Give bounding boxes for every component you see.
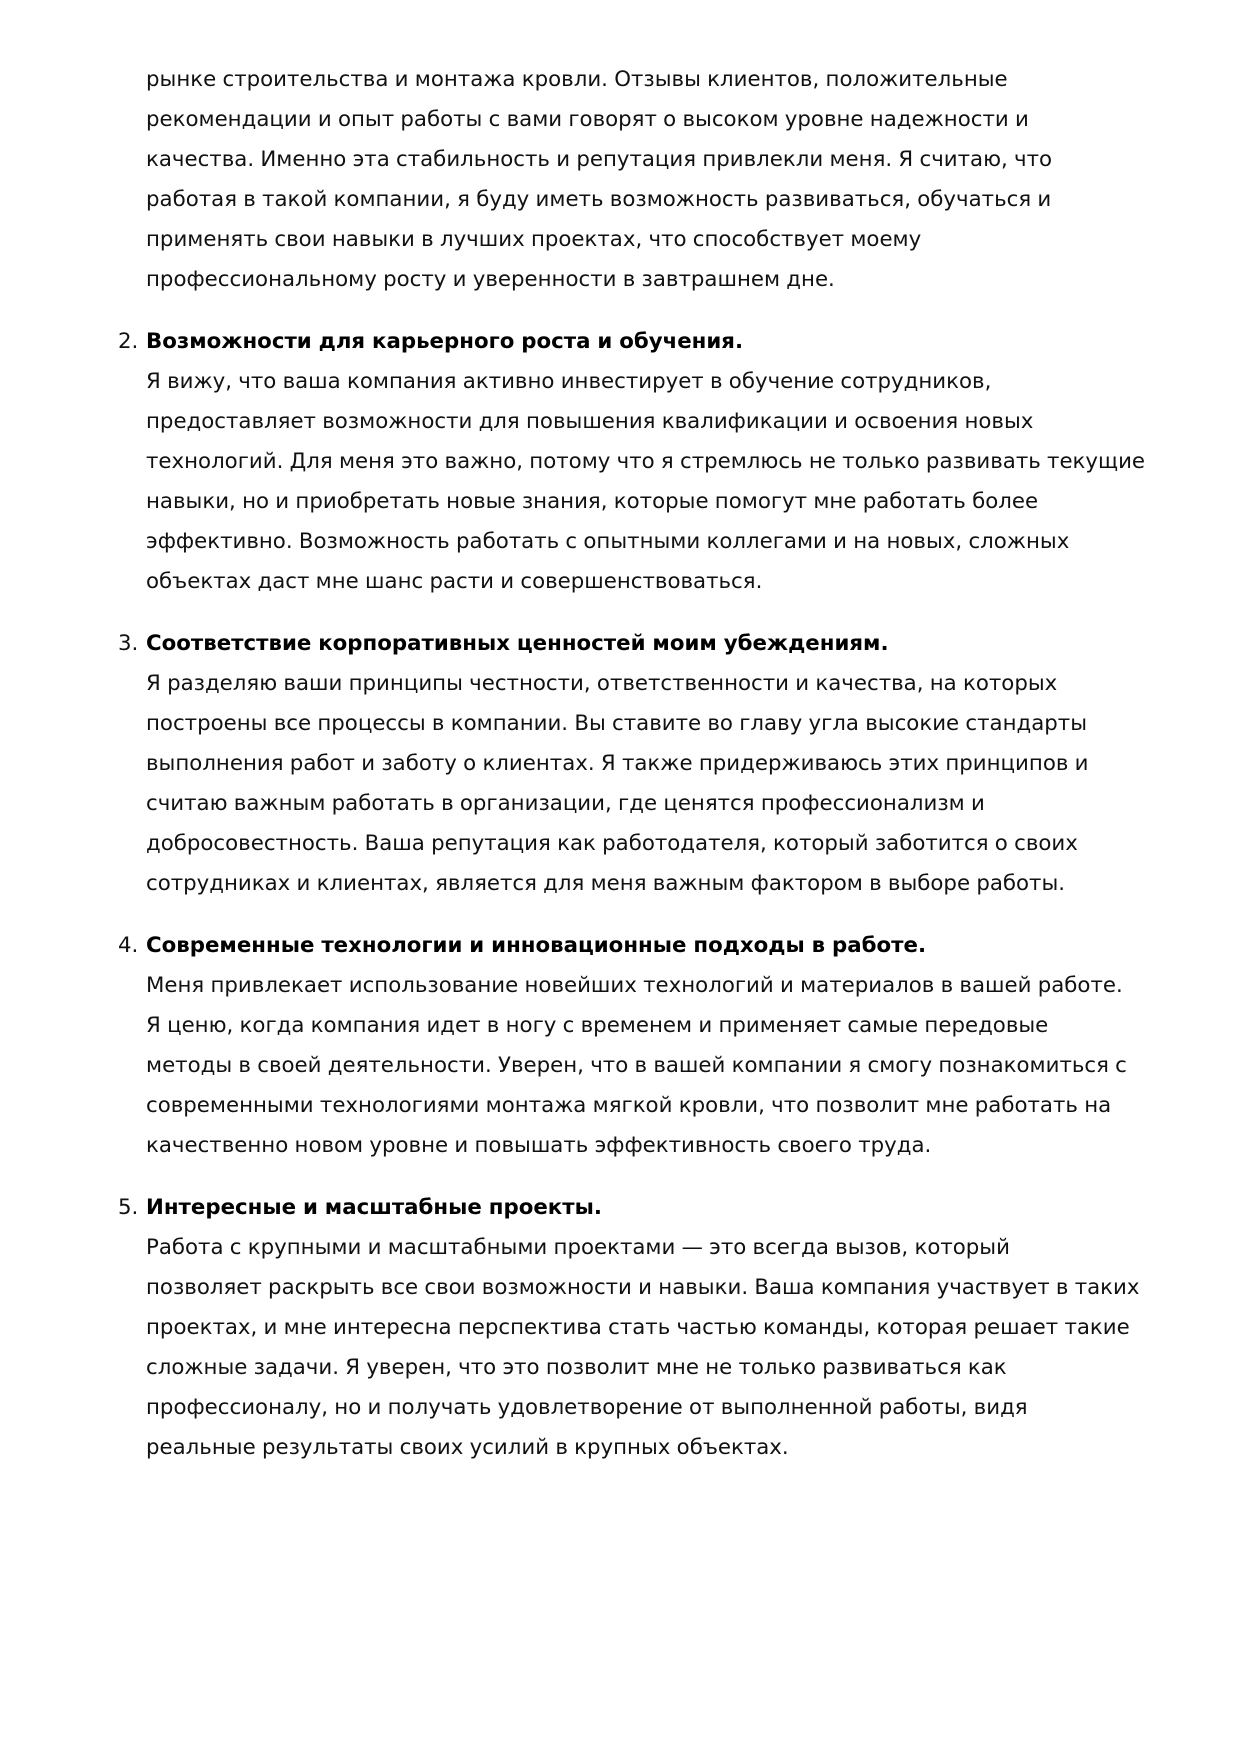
list-item-number: 2. — [118, 329, 139, 354]
list-item-title: Современные технологии и инновационные подходы в работе. — [146, 933, 927, 958]
list-item — [118, 926, 1166, 1166]
list-item-number: 5. — [118, 1195, 139, 1220]
list-item-body: Я вижу, что ваша компания активно инвестирует в обучение сотрудников, предоставляет возможности для повышения квалификации и освоения новых технологий. Для меня это важно, потому что я стремлюсь не только развивать текущие навыки, но и приобретать новые знания, которые помогут мне работать более эффективно. Возможность работать с опытными коллегами и на новых, сложных объектах даст мне шанс расти и совершенствоваться. — [146, 369, 1146, 594]
list-item-title: Соответствие корпоративных ценностей моим убеждениям. — [146, 631, 889, 656]
list-item-title: Возможности для карьерного роста и обучения. — [146, 329, 744, 354]
list-item — [118, 624, 1166, 904]
document-content — [118, 60, 1166, 1468]
intro-paragraph: рынке строительства и монтажа кровли. Отзывы клиентов, положительные рекомендации и опыт работы с вами говорят о высоком уровне надежности и качества. Именно эта стабильность и репутация привлекли меня. Я считаю, что работая в такой компании, я буду иметь возможность развиваться, обучаться и применять свои навыки в лучших проектах, что способствует моему профессиональному росту и уверенности в завтрашнем дне. — [146, 67, 1053, 292]
list-item-number: 3. — [118, 631, 139, 656]
list-item-body: Работа с крупными и масштабными проектами — это всегда вызов, который позволяет раскрыть все свои возможности и навыки. Ваша компания участвует в таких проектах, и мне интересна перспектива стать частью команды, которая решает такие сложные задачи. Я уверен, что это позволит мне не только развиваться как профессионалу, но и получать удовлетворение от выполненной работы, видя реальные результаты своих усилий в крупных объектах. — [146, 1235, 1140, 1460]
list-item — [118, 1188, 1166, 1468]
list-item-body: Я разделяю ваши принципы честности, ответственности и качества, на которых построены все процессы в компании. Вы ставите во главу угла высокие стандарты выполнения работ и заботу о клиентах. Я также придерживаюсь этих принципов и считаю важным работать в организации, где ценятся профессионализм и добросовестность. Ваша репутация как работодателя, который заботится о своих сотрудниках и клиентах, является для меня важным фактором в выборе работы. — [146, 671, 1089, 896]
list-item-body: Меня привлекает использование новейших технологий и материалов в вашей работе. Я ценю, когда компания идет в ногу с временем и применяет самые передовые методы в своей деятельности. Уверен, что в вашей компании я смогу познакомиться с современными технологиями монтажа мягкой кровли, что позволит мне работать на качественно новом уровне и повышать эффективность своего труда. — [146, 973, 1127, 1158]
list-item-number: 4. — [118, 933, 139, 958]
list-item — [118, 322, 1166, 602]
list-item-title: Интересные и масштабные проекты. — [146, 1195, 602, 1220]
